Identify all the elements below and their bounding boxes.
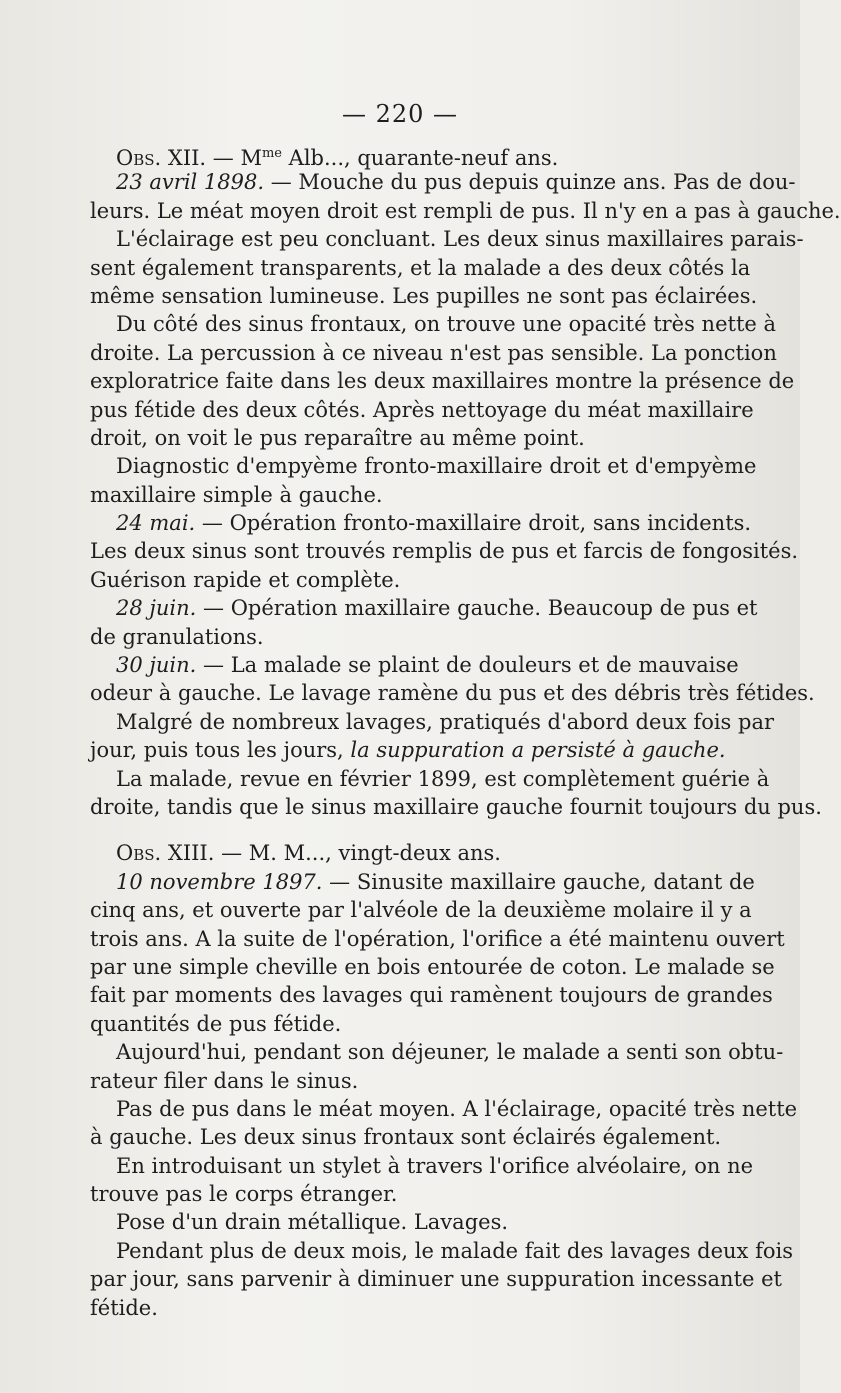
date: 10 novembre 1897. xyxy=(116,869,323,894)
paragraph-line: maxillaire simple à gauche. xyxy=(90,482,383,507)
paragraph-line: à gauche. Les deux sinus frontaux sont éclairés également. xyxy=(90,1125,722,1150)
paragraph-line: 10 novembre 1897. — Sinusite maxillaire gauche, datant de xyxy=(116,869,755,894)
date: 28 juin. xyxy=(116,596,197,621)
paragraph-line: trouve pas le corps étranger. xyxy=(90,1182,398,1207)
paragraph-line: Les deux sinus sont trouvés remplis de pus et farcis de fongosités. xyxy=(90,539,799,564)
paragraph-line: même sensation lumineuse. Les pupilles ne sont pas éclairées. xyxy=(90,283,758,308)
paragraph-line: leurs. Le méat moyen droit est rempli de pus. Il n'y en a pas à gauche. xyxy=(90,198,841,223)
obs-12-header: Obs. XII. — $M^{me}$ Alb..., quarante-neuf ans. xyxy=(116,146,559,170)
paragraph-line: Du côté des sinus frontaux, on trouve une opacité très nette à xyxy=(116,312,777,337)
paragraph-line: par une simple cheville en bois entourée de coton. Le malade se xyxy=(90,954,775,979)
page-number: — 220 — xyxy=(341,100,459,128)
paragraph-line: trois ans. A la suite de l'opération, l'orifice a été maintenu ouvert xyxy=(90,926,785,951)
paragraph-line: exploratrice faite dans les deux maxillaires montre la présence de xyxy=(90,369,795,394)
page-body xyxy=(90,140,841,1322)
paragraph-line: jour, puis tous les jours, la suppuration a persisté à gauche. xyxy=(90,738,726,763)
date: 24 mai. xyxy=(116,511,196,536)
paragraph-line: cinq ans, et ouverte par l'alvéole de la deuxième molaire il y a xyxy=(90,898,752,923)
paragraph-line: 28 juin. — Opération maxillaire gauche. Beaucoup de pus et xyxy=(116,596,758,621)
paragraph-line: odeur à gauche. Le lavage ramène du pus et des débris très fétides. xyxy=(90,681,815,706)
section-gap xyxy=(90,821,735,839)
paragraph-line: Diagnostic d'empyème fronto-maxillaire droit et d'empyème xyxy=(116,454,757,479)
paragraph-line: pus fétide des deux côtés. Après nettoyage du méat maxillaire xyxy=(90,397,754,422)
paragraph-line: 23 avril 1898. — Mouche du pus depuis quinze ans. Pas de dou- xyxy=(116,170,796,195)
date: 23 avril 1898. xyxy=(116,170,265,195)
paragraph-line: fétide. xyxy=(90,1295,158,1320)
obs-13-header: Obs. XIII. — M. M..., vingt-deux ans. xyxy=(116,841,501,866)
paragraph-line: droite. La percussion à ce niveau n'est pas sensible. La ponction xyxy=(90,340,777,365)
paragraph-line: 30 juin. — La malade se plaint de douleurs et de mauvaise xyxy=(116,653,739,678)
date: 30 juin. xyxy=(116,653,197,678)
paragraph-line: La malade, revue en février 1899, est complètement guérie à xyxy=(116,766,770,791)
paragraph-line: droit, on voit le pus reparaître au même point. xyxy=(90,425,585,450)
paragraph-line: L'éclairage est peu concluant. Les deux sinus maxillaires parais- xyxy=(116,227,804,252)
paragraph-line: quantités de pus fétide. xyxy=(90,1011,342,1036)
paragraph-line: Pose d'un drain métallique. Lavages. xyxy=(116,1210,509,1235)
paragraph-line: de granulations. xyxy=(90,624,264,649)
paragraph-line: Pas de pus dans le méat moyen. A l'éclairage, opacité très nette xyxy=(116,1096,798,1121)
paragraph-line: Guérison rapide et complète. xyxy=(90,567,401,592)
italic-phrase: la suppuration a persisté à gauche. xyxy=(350,738,726,763)
paragraph-line: sent également transparents, et la malade a des deux côtés la xyxy=(90,255,751,280)
paragraph-line: 24 mai. — Opération fronto-maxillaire droit, sans incidents. xyxy=(116,511,752,536)
paragraph-line: rateur filer dans le sinus. xyxy=(90,1068,359,1093)
paragraph-line: Pendant plus de deux mois, le malade fait des lavages deux fois xyxy=(116,1238,793,1263)
paragraph-line: fait par moments des lavages qui ramènent toujours de grandes xyxy=(90,983,773,1008)
obs-label: Obs. XIII. xyxy=(116,841,215,866)
paragraph-line: Malgré de nombreux lavages, pratiqués d'abord deux fois par xyxy=(116,709,775,734)
obs-label: Obs. XII. xyxy=(116,146,207,170)
paragraph-line: par jour, sans parvenir à diminuer une suppuration incessante et xyxy=(90,1267,782,1292)
paragraph-line: droite, tandis que le sinus maxillaire gauche fournit toujours du pus. xyxy=(90,794,822,819)
paragraph-line: En introduisant un stylet à travers l'orifice alvéolaire, on ne xyxy=(116,1153,754,1178)
paragraph-line: Aujourd'hui, pendant son déjeuner, le malade a senti son obtu- xyxy=(116,1040,784,1065)
